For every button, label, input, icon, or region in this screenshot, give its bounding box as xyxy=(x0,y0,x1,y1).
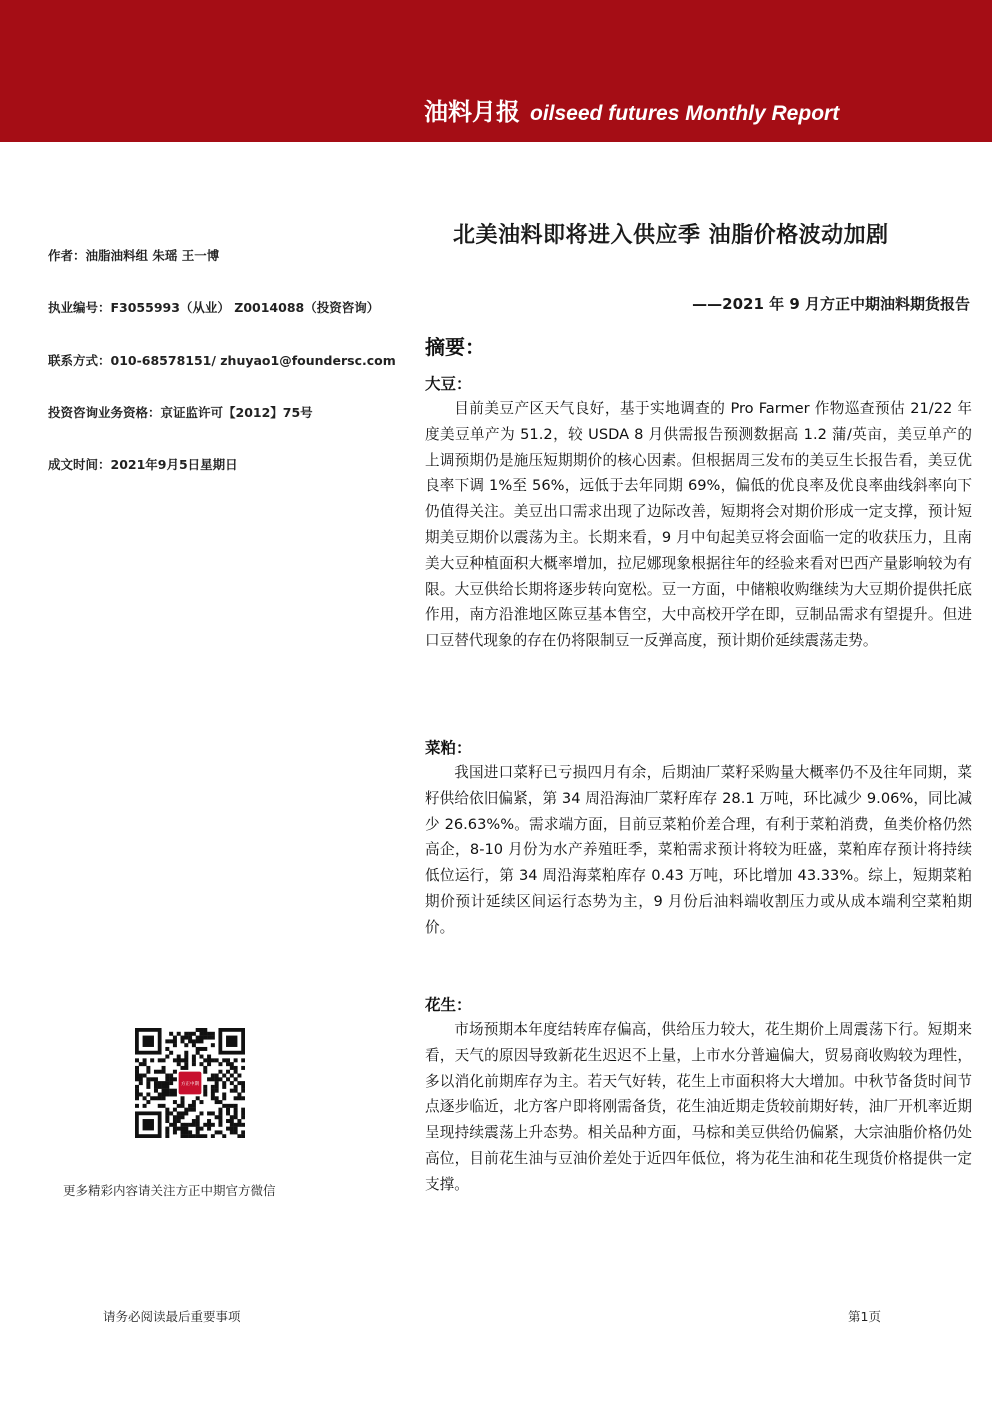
section-body: 目前美豆产区天气良好，基于实地调查的 Pro Farmer 作物巡查预估 21/22 年度美豆单产为 51.2，较 USDA 8 月供需报告预测数据高 1.2 蒲/英亩，美豆单产的上调预期仍是施压短期期价的核心因素。但根据周三发布的美豆生长报告看，美豆优良率下调 1%至 56%，远低于去年同期 69%，偏低的优良率及优良率曲线斜率向下仍值得关注。美豆出口需求出现了边际改善，短期将会对期价形成一定支撑，预计短期美豆期价以震荡为主。长期来看，9 月中旬起美豆将会面临一定的收获压力，且南美大豆种植面积大概率增加，拉尼娜现象根据往年的经验来看对巴西产量影响较为有限。大豆供给长期将逐步转向宽松。豆一方面，中储粮收购继续为大豆期价提供托底作用，南方沿淮地区陈豆基本售空，大中高校开学在即，豆制品需求有望提升。但进口豆替代现象的存在仍将限制豆一反弹高度，预计期价延续震荡走势。 xyxy=(425,400,972,650)
meta-license: 执业编号：F3055993（从业） Z0014088（投资咨询） xyxy=(48,300,380,315)
section-rapeseed-meal xyxy=(425,736,972,941)
section-body: 我国进口菜籽已亏损四月有余，后期油厂菜籽采购量大概率仍不及往年同期，菜籽供给依旧偏紧，第 34 周沿海油厂菜籽库存 28.1 万吨，环比减少 9.06%，同比减少 26.63%%。需求端方面，目前豆菜粕价差合理，有利于菜粕消费，鱼类价格仍然高企，8-10 月份为水产养殖旺季，菜粕需求预计将较为旺盛，菜粕库存预计将持续低位运行，第 34 周沿海菜粕库存 0.43 万吨，环比增加 43.33%。综上，短期菜粕期价预计延续区间运行态势为主，9 月份后油料端收割压力或从成本端利空菜粕期价。 xyxy=(425,764,972,936)
page-number: 第1页 xyxy=(848,1309,881,1324)
section-title: 花生： xyxy=(425,996,472,1014)
summary-heading: 摘要： xyxy=(425,335,485,359)
section-title: 大豆： xyxy=(425,375,472,393)
banner-title-en: oilseed futures Monthly Report xyxy=(530,102,840,125)
wechat-qr-code xyxy=(135,1028,245,1138)
section-body: 市场预期本年度结转库存偏高，供给压力较大，花生期价上周震荡下行。短期来看，天气的原因导致新花生迟迟不上量，上市水分普遍偏大，贸易商收购较为理性，多以消化前期库存为主。若天气好转，花生上市面积将大大增加。中秋节备货时间节点逐步临近，北方客户即将刚需备货，花生油近期走货较前期好转，油厂开机率近期呈现持续震荡上升态势。相关品种方面，马棕和美豆供给仍偏紧，大宗油脂价格仍处高位，目前花生油与豆油价差处于近四年低位，将为花生油和花生现货价格提供一定支撑。 xyxy=(425,1021,972,1193)
qr-code-graphic xyxy=(135,1028,245,1138)
qr-caption: 更多精彩内容请关注方正中期官方微信 xyxy=(63,1183,276,1198)
section-title: 菜粕： xyxy=(425,739,472,757)
meta-qualification: 投资咨询业务资格：京证监许可【2012】75号 xyxy=(48,405,313,420)
header-banner xyxy=(0,0,992,142)
banner-title-cn: 油料月报 xyxy=(424,98,520,126)
qr-logo-text: 方正中期 xyxy=(181,1081,199,1087)
report-subtitle: ——2021 年 9 月方正中期油料期货报告 xyxy=(692,295,970,313)
section-peanut xyxy=(425,993,972,1198)
report-title: 北美油料即将进入供应季 油脂价格波动加剧 xyxy=(453,223,889,248)
footer-notice: 请务必阅读最后重要事项 xyxy=(103,1309,241,1324)
meta-contact: 联系方式：010-68578151/ zhuyao1@foundersc.com xyxy=(48,353,396,368)
meta-author: 作者：油脂油料组 朱瑶 王一博 xyxy=(48,248,220,263)
banner-title xyxy=(424,92,839,127)
section-soybean xyxy=(425,372,972,654)
meta-date: 成文时间：2021年9月5日星期日 xyxy=(48,457,238,472)
